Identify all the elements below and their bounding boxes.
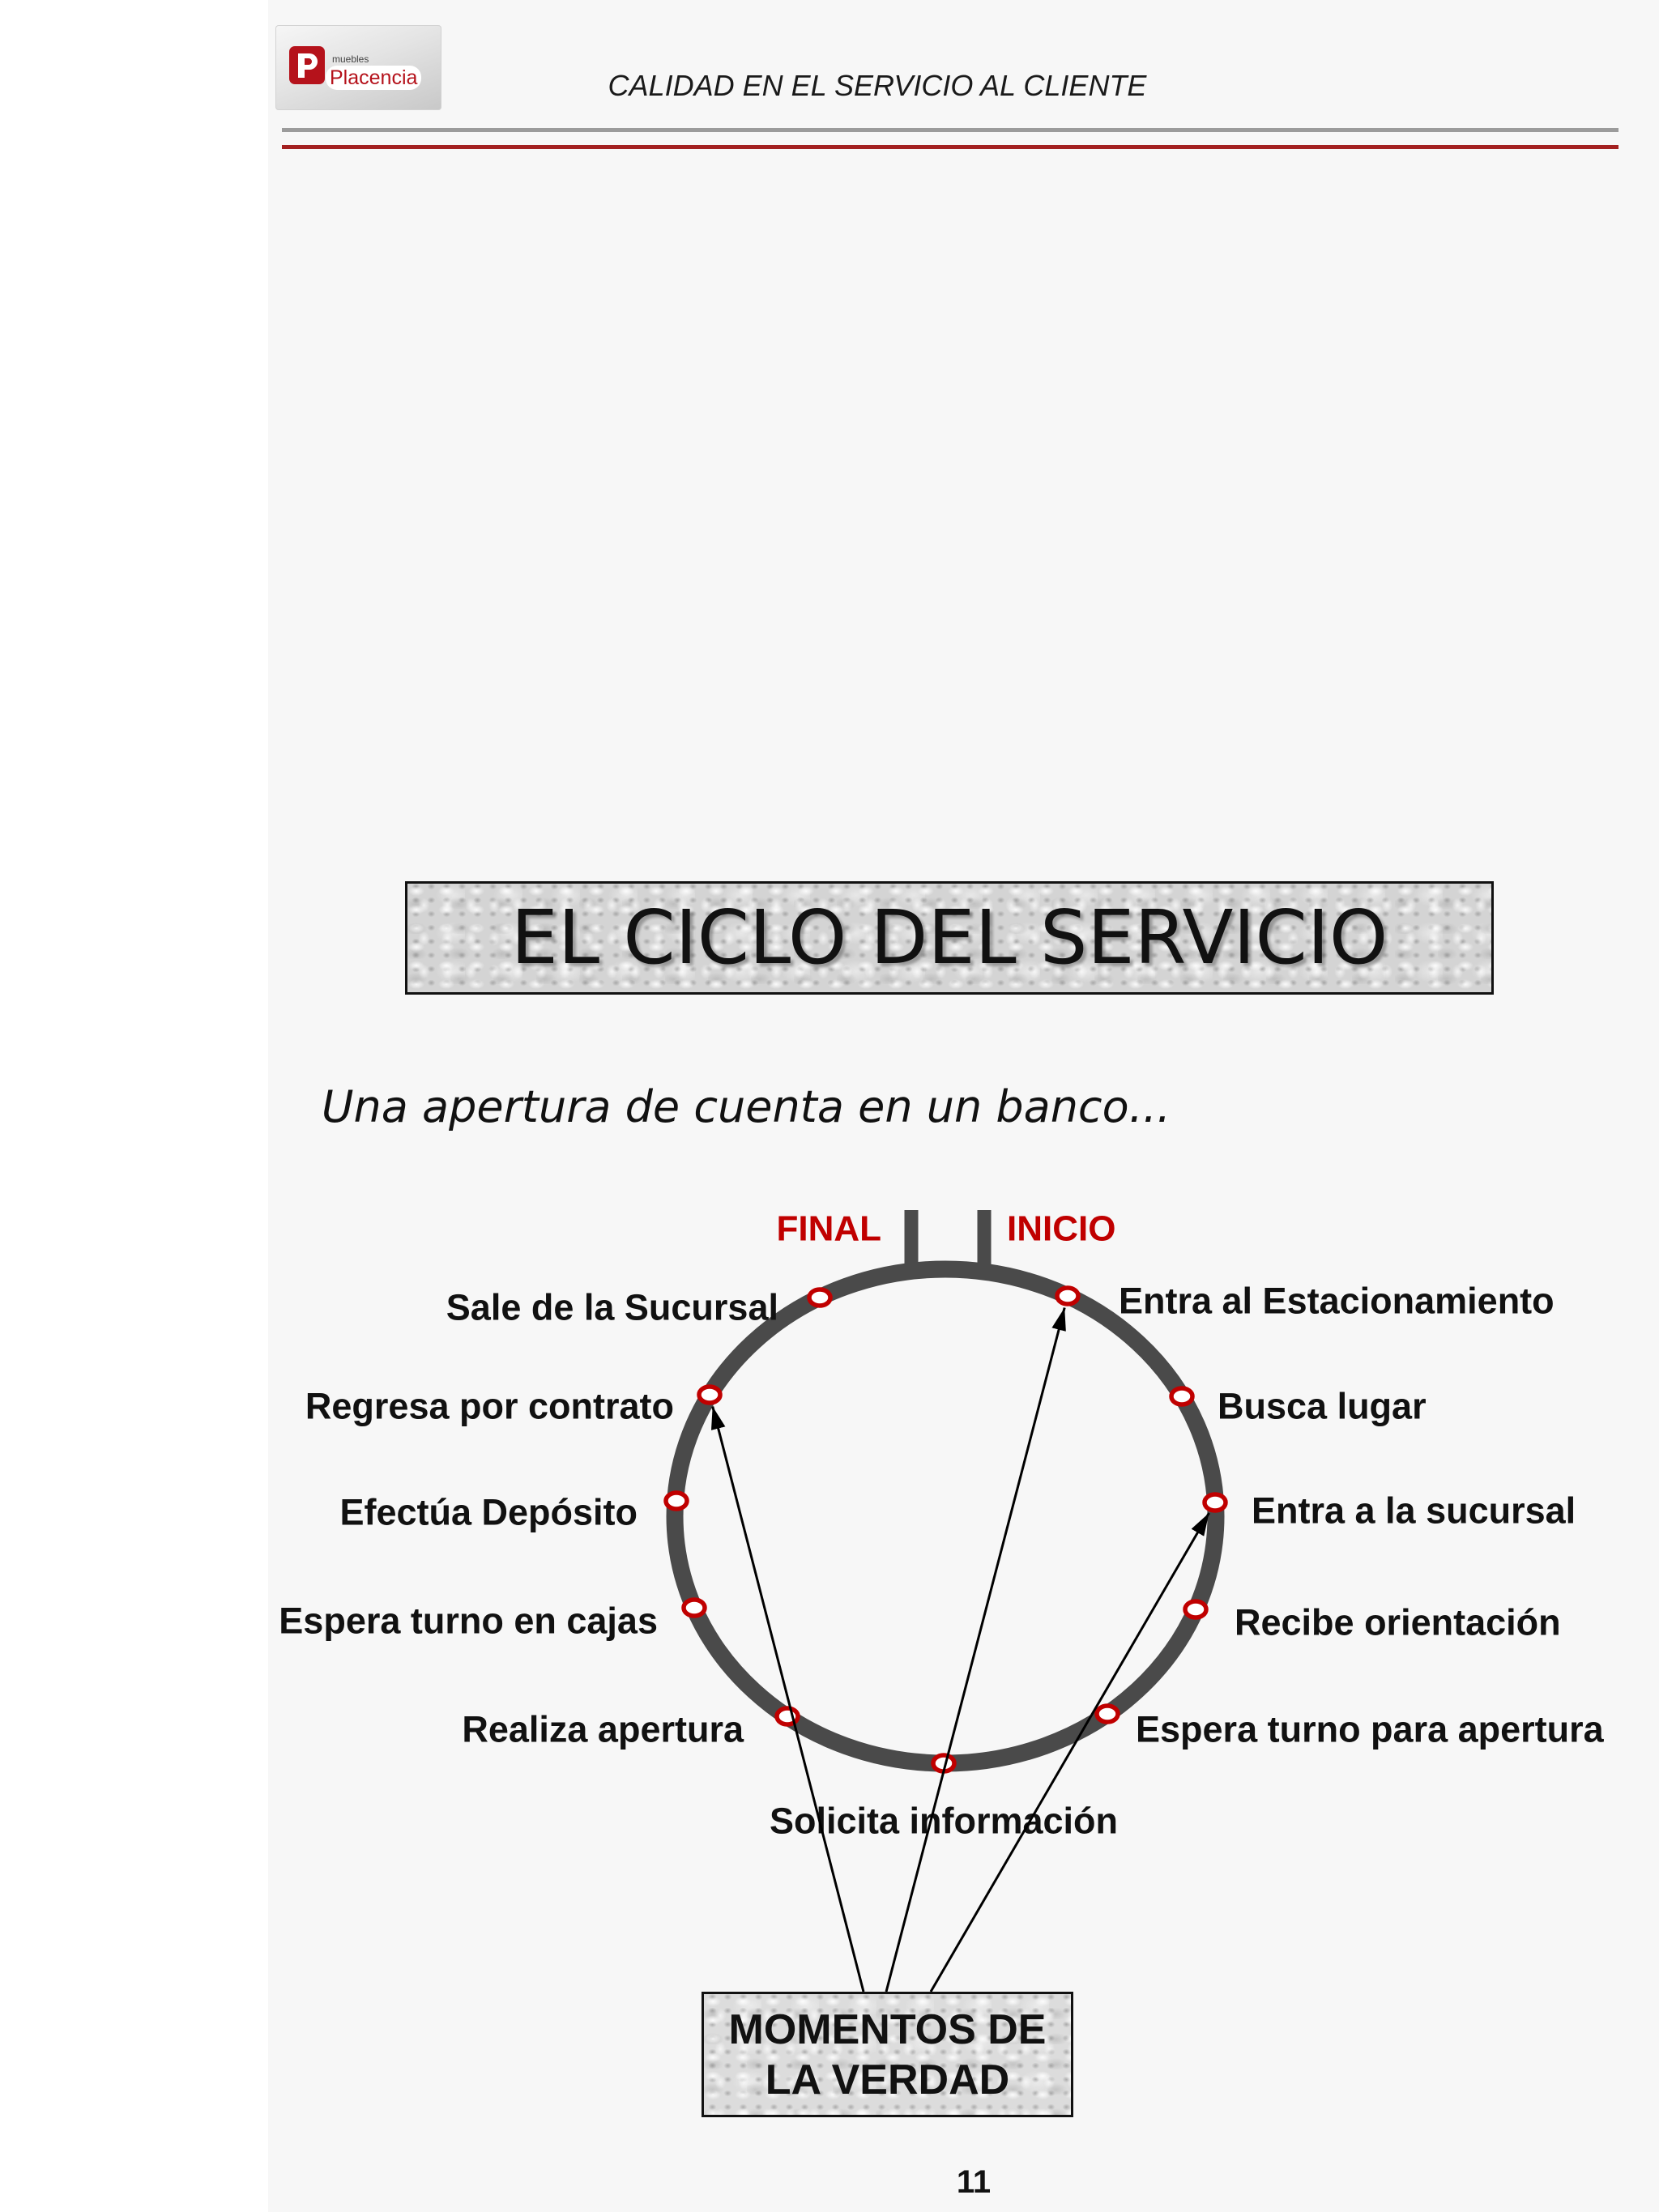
- callout-line-1: MOMENTOS DE: [728, 2005, 1047, 2053]
- moment-nodes: [666, 1288, 1226, 1771]
- cycle-ring: [675, 1269, 1216, 1763]
- moment-label: Espera turno para apertura: [1136, 1708, 1604, 1750]
- logo-brand-name: Placencia: [326, 66, 421, 90]
- moment-node: [1205, 1494, 1226, 1511]
- moment-node: [1057, 1288, 1078, 1304]
- cycle-start-label: INICIO: [1007, 1208, 1116, 1249]
- callout-arrow: [886, 1308, 1064, 1993]
- moment-label: Entra al Estacionamiento: [1119, 1280, 1555, 1322]
- callout-line-2: LA VERDAD: [765, 2056, 1010, 2103]
- moment-node: [1185, 1601, 1206, 1617]
- section-subtitle: Una apertura de cuenta en un banco...: [322, 1081, 1171, 1132]
- logo-tagline: muebles: [332, 53, 369, 65]
- moment-label: Regresa por contrato: [305, 1385, 674, 1427]
- moment-label: Realiza apertura: [462, 1708, 744, 1750]
- moment-label: Solicita información: [769, 1800, 1119, 1842]
- moment-node: [1097, 1706, 1118, 1722]
- moments-of-truth-callout: [702, 1992, 1073, 2117]
- moment-label: Efectúa Depósito: [339, 1491, 638, 1533]
- cycle-end-label: FINAL: [776, 1208, 881, 1249]
- moment-node: [809, 1289, 830, 1306]
- document-header-title: CALIDAD EN EL SERVICIO AL CLIENTE: [608, 69, 1147, 102]
- callout-arrow: [713, 1407, 864, 1993]
- moment-node: [666, 1493, 687, 1509]
- page-number: 11: [956, 2164, 992, 2200]
- section-title: EL CICLO DEL SERVICIO: [405, 881, 1494, 995]
- callout-arrow: [931, 1513, 1209, 1992]
- callout-arrows: [713, 1308, 1209, 1993]
- moment-node: [699, 1387, 720, 1403]
- moment-node: [684, 1600, 705, 1616]
- moment-label: Espera turno en cajas: [279, 1600, 658, 1642]
- moment-label: Entra a la sucursal: [1252, 1490, 1576, 1532]
- moment-node: [1171, 1388, 1192, 1404]
- moment-label: Sale de la Sucursal: [446, 1286, 778, 1328]
- moment-label: Recibe orientación: [1235, 1601, 1561, 1643]
- moment-label: Busca lugar: [1218, 1385, 1427, 1427]
